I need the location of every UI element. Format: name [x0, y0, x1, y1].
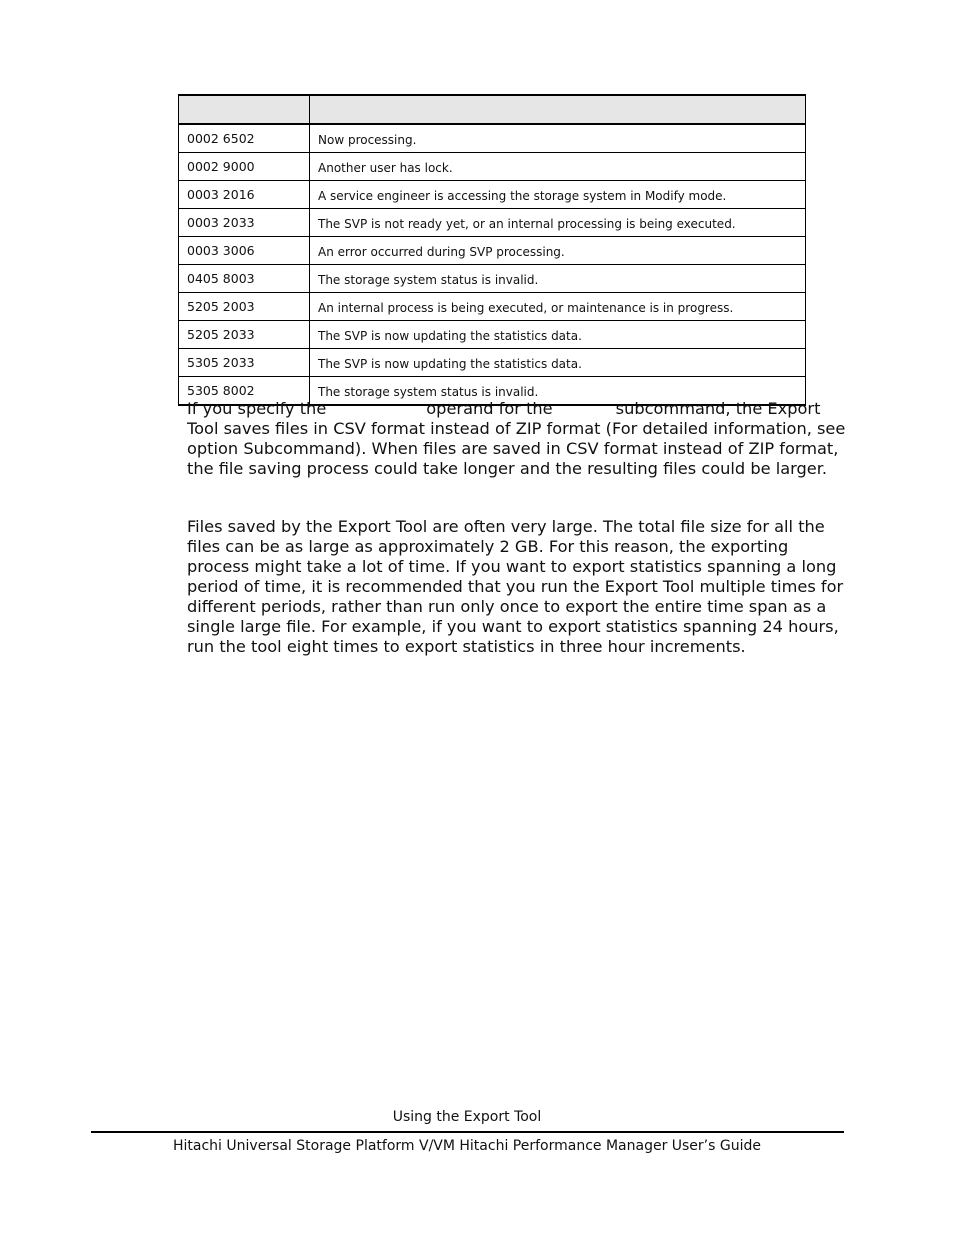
footer-section-title: Using the Export Tool [392, 1109, 542, 1125]
table-header-row [179, 95, 806, 124]
error-code-cell: 5305 2033 [179, 349, 310, 377]
table-row [179, 265, 806, 293]
error-message-cell: Another user has lock. [310, 153, 806, 181]
error-code-cell: 0002 6502 [179, 124, 310, 153]
error-code-cell: 0002 9000 [179, 153, 310, 181]
error-message-cell: The SVP is now updating the statistics data. [310, 349, 806, 377]
error-message-cell: The storage system status is invalid. [310, 265, 806, 293]
error-message-cell: The SVP is not ready yet, or an internal processing is being executed. [310, 209, 806, 237]
csv-format-paragraph [187, 399, 847, 479]
table-row [179, 237, 806, 265]
error-code-cell: 5205 2033 [179, 321, 310, 349]
error-code-cell: 0003 2016 [179, 181, 310, 209]
footer-guide-title: Hitachi Universal Storage Platform V/VM Hitachi Performance Manager User’s Guide [173, 1138, 761, 1154]
error-code-cell: 0003 3006 [179, 237, 310, 265]
table-row [179, 209, 806, 237]
footer-divider [91, 1131, 844, 1133]
table-row [179, 181, 806, 209]
table-row [179, 349, 806, 377]
table-row [179, 153, 806, 181]
table-row [179, 124, 806, 153]
error-message-cell: A service engineer is accessing the storage system in Modify mode. [310, 181, 806, 209]
file-size-paragraph: Files saved by the Export Tool are often very large. The total file size for all the files can be as large as approximately 2 GB. For this reason, the exporting process might take a lot of time. If you want to export statistics spanning a long period of time, it is recommended that you run the Export Tool multiple times for different periods, rather than run only once to export the entire time span as a single large file. For example, if you want to export statistics spanning 24 hours, run the tool eight times to export statistics in three hour increments. [187, 517, 844, 656]
error-message-cell: An error occurred during SVP processing. [310, 237, 806, 265]
table-row [179, 293, 806, 321]
error-message-cell: Now processing. [310, 124, 806, 153]
error-code-cell: 5205 2003 [179, 293, 310, 321]
error-code-cell: 0003 2033 [179, 209, 310, 237]
error-message-cell: An internal process is being executed, or maintenance is in progress. [310, 293, 806, 321]
error-code-cell: 5305 8002 [179, 377, 310, 406]
error-code-table [178, 94, 806, 406]
csv-paragraph-part1: If you specify the [187, 399, 327, 418]
csv-paragraph-part2: operand for the [426, 399, 553, 418]
header-cell-code [179, 95, 310, 124]
error-code-cell: 0405 8003 [179, 265, 310, 293]
table-row [179, 321, 806, 349]
header-cell-message [310, 95, 806, 124]
error-message-cell: The storage system status is invalid. [310, 377, 806, 406]
csv-paragraph-part3: subcommand, the Export Tool saves files in CSV format instead of ZIP format (For detailed information, see option Subcommand). When files are saved in CSV format instead of ZIP format, the file saving process could take longer and the resulting files could be larger. [187, 399, 846, 478]
error-message-cell: The SVP is now updating the statistics data. [310, 321, 806, 349]
